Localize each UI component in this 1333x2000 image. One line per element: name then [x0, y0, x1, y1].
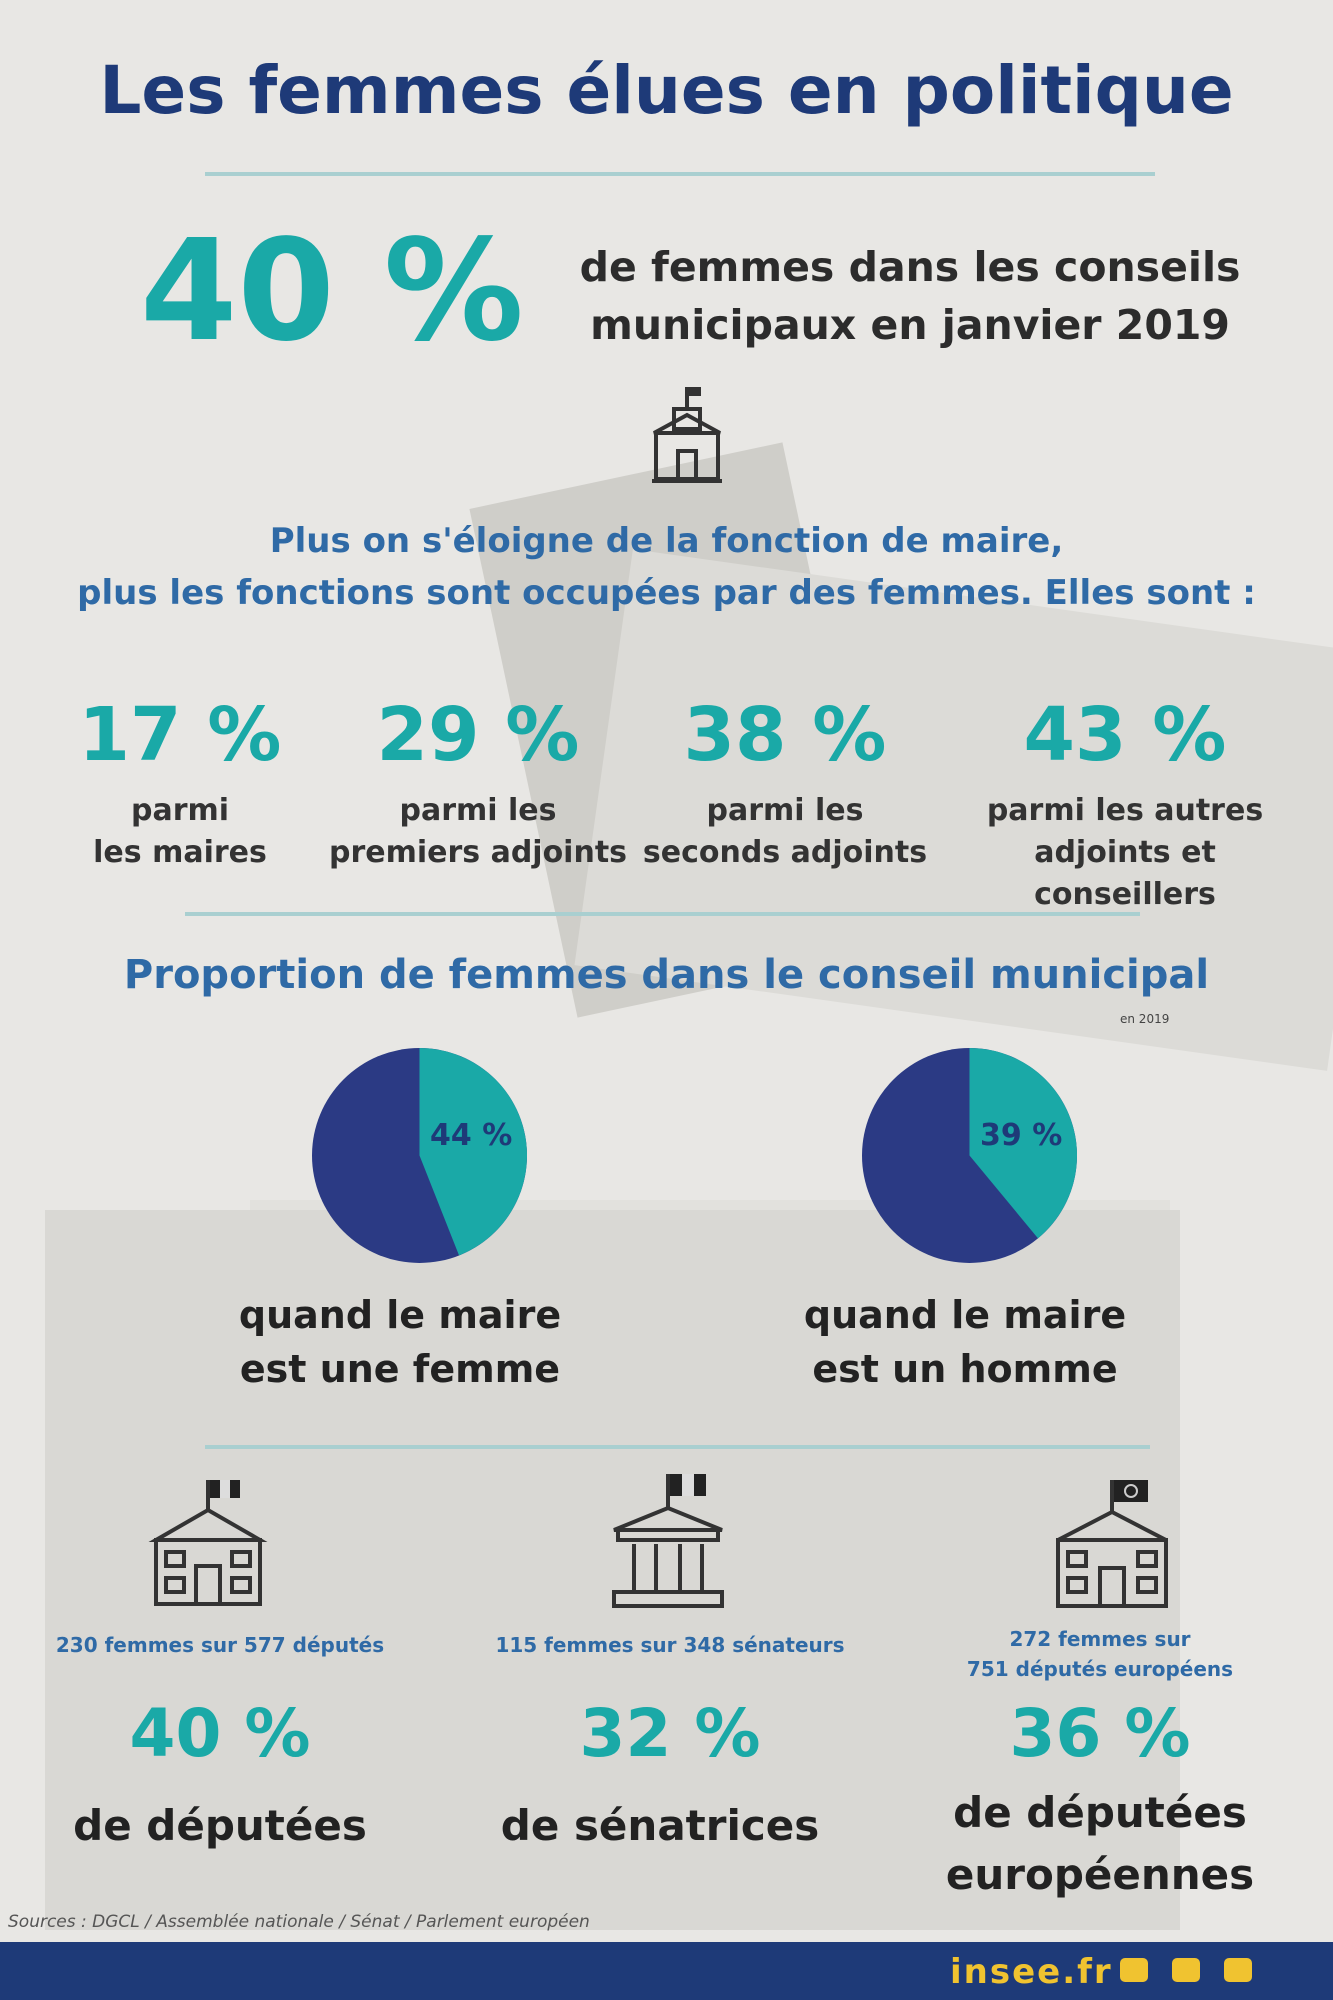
stat-label-line2: premiers adjoints	[328, 835, 628, 870]
footer-bar	[0, 1942, 1333, 2000]
senate-flag-icon	[604, 1472, 732, 1612]
body-count-line1: 115 femmes sur 348 sénateurs	[495, 1633, 845, 1657]
body-caption-line1: de députées	[73, 1801, 367, 1850]
stat-label-line2: seconds adjoints	[642, 835, 928, 870]
stat-label	[318, 790, 638, 874]
body-caption-line2: européennes	[945, 1850, 1255, 1899]
pie-label: 39 %	[980, 1118, 1063, 1153]
divider	[205, 1445, 1150, 1449]
lede-line2: plus les fonctions sont occupées par des femmes. Elles sont :	[77, 573, 1256, 613]
proportion-title: Proportion de femmes dans le conseil municipal	[123, 952, 1210, 998]
body-caption-line1: de sénatrices	[500, 1801, 820, 1850]
body-caption-line1: de députées	[953, 1788, 1247, 1837]
stat-value: 17 %	[78, 692, 282, 778]
pie-caption	[775, 1288, 1155, 1396]
divider	[205, 172, 1155, 176]
body-percent: 32 %	[579, 1695, 761, 1772]
rss-icon[interactable]	[1224, 1958, 1252, 1982]
body-percent: 36 %	[1009, 1695, 1191, 1772]
stat-label	[625, 790, 945, 874]
body-count	[20, 1630, 420, 1660]
pie-caption-line1: quand le maire	[803, 1293, 1127, 1337]
pie-chart-mayor-man	[862, 1048, 1077, 1263]
headline-value: 40 %	[140, 210, 524, 373]
building-flag-icon	[148, 1478, 268, 1610]
body-count-line2: 751 députés européens	[966, 1657, 1234, 1681]
stat-value: 29 %	[376, 692, 580, 778]
eu-building-icon	[1050, 1476, 1174, 1612]
youtube-icon[interactable]	[1172, 1958, 1200, 1982]
stat-maires	[20, 690, 340, 874]
body-caption	[460, 1795, 860, 1857]
body-percent: 40 %	[129, 1695, 311, 1772]
headline-line2: municipaux en janvier 2019	[590, 301, 1230, 349]
stat-value: 38 %	[683, 692, 887, 778]
town-hall-icon	[648, 385, 726, 485]
stat-label-line2: adjoints et conseillers	[1034, 835, 1216, 912]
headline-text	[570, 238, 1250, 354]
stat-label-line2: les maires	[93, 835, 267, 870]
stat-label-line1: parmi	[130, 793, 230, 828]
stat-label	[20, 790, 340, 874]
page-title: Les femmes élues en politique	[99, 52, 1234, 129]
body-caption	[20, 1795, 420, 1857]
body-count-line1: 230 femmes sur 577 députés	[55, 1633, 385, 1657]
stat-label-line1: parmi les	[706, 793, 864, 828]
body-count	[900, 1624, 1300, 1684]
pie-caption-line2: est un homme	[812, 1347, 1118, 1391]
stat-autres	[955, 690, 1295, 916]
body-count	[470, 1630, 870, 1660]
divider	[185, 912, 1140, 916]
headline-line1: de femmes dans les conseils	[579, 243, 1241, 291]
pie-caption	[210, 1288, 590, 1396]
stat-premiers-adjoints	[318, 690, 638, 874]
twitter-icon[interactable]	[1120, 1958, 1148, 1982]
site-link[interactable]: insee.fr	[950, 1952, 1113, 1992]
body-count-line1: 272 femmes sur	[1009, 1627, 1191, 1651]
stat-label	[955, 790, 1295, 916]
lede-line1: Plus on s'éloigne de la fonction de maire,	[269, 521, 1064, 561]
stat-seconds-adjoints	[625, 690, 945, 874]
sources: Sources : DGCL / Assemblée nationale / Sénat / Parlement européen	[8, 1912, 590, 1932]
proportion-year: en 2019	[1120, 1012, 1170, 1026]
pie-label: 44 %	[430, 1118, 513, 1153]
lede	[0, 515, 1333, 619]
pie-caption-line1: quand le maire	[238, 1293, 562, 1337]
body-caption	[900, 1782, 1300, 1906]
stat-label-line1: parmi les	[399, 793, 557, 828]
stat-label-line1: parmi les autres	[986, 793, 1264, 828]
stat-value: 43 %	[1023, 692, 1227, 778]
pie-caption-line2: est une femme	[239, 1347, 561, 1391]
pie-chart-mayor-woman	[312, 1048, 527, 1263]
